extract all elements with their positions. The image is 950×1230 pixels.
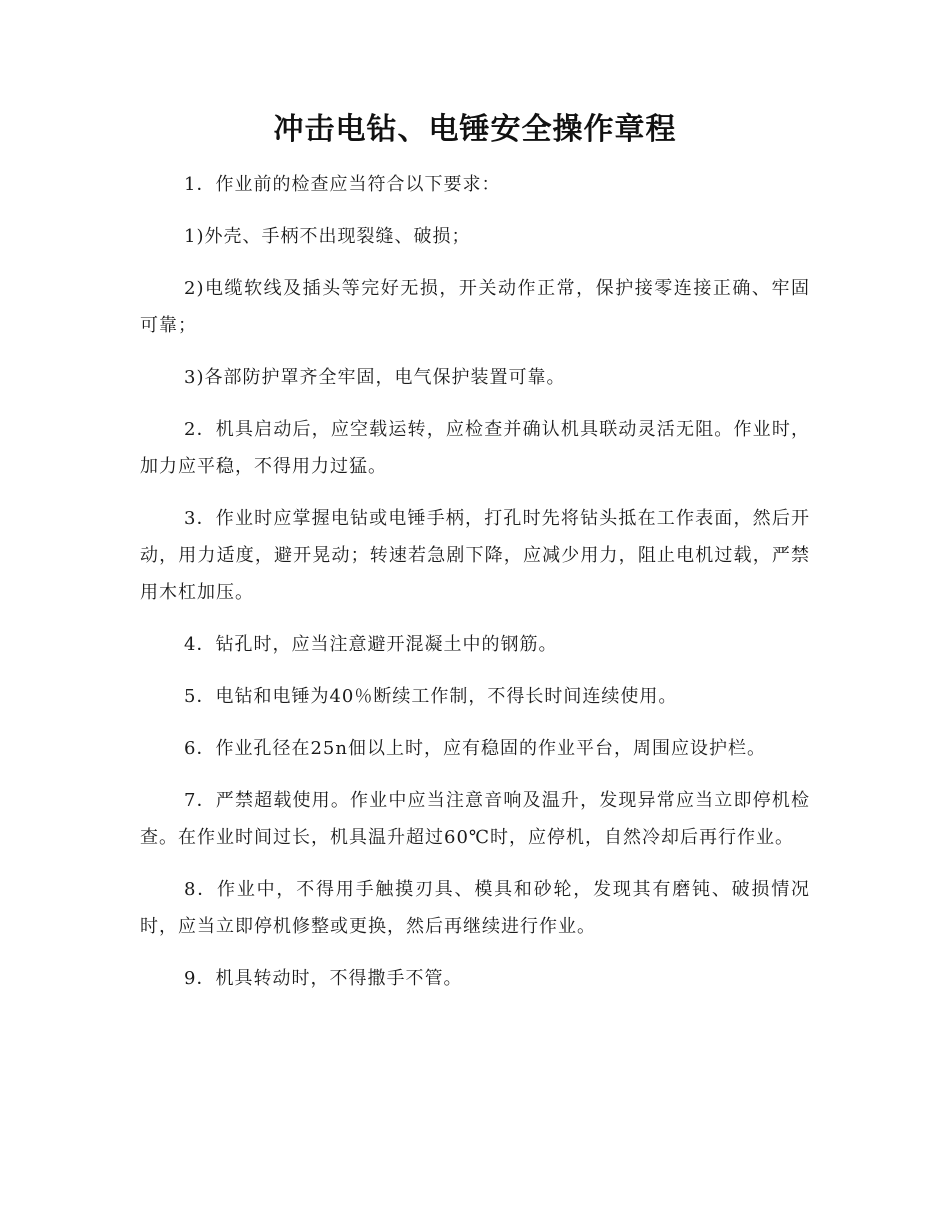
paragraph-avoid-rebar: 4．钻孔时，应当注意避开混凝土中的钢筋。 — [184, 634, 558, 655]
paragraph-no-unattended: 9．机具转动时，不得撒手不管。 — [184, 968, 463, 989]
paragraph-check-cable: 2)电缆软线及插头等完好无损，开关动作正常，保护接零连接正确、牢固可靠； — [140, 278, 810, 336]
paragraph-no-touch-tools: 8．作业中，不得用手触摸刃具、模具和砂轮，发现其有磨钝、破损情况时，应当立即停机修整或更换，然后再继续进行作业。 — [140, 879, 810, 937]
paragraph-work-platform: 6．作业孔径在25n佃以上时，应有稳固的作业平台，周围应设护栏。 — [184, 738, 766, 759]
paragraph-duty-cycle: 5．电钻和电锤为40％断续工作制，不得长时间连续使用。 — [184, 686, 678, 707]
document-title: 冲击电钻、电锤安全操作章程 — [273, 112, 677, 147]
document-body — [140, 166, 810, 1012]
paragraph-check-casing: 1)外壳、手柄不出现裂缝、破损； — [184, 226, 471, 247]
paragraph-overload: 7．严禁超载使用。作业中应当注意音响及温升，发现异常应当立即停机检查。在作业时间过长，机具温升超过60℃时，应停机，自然冷却后再行作业。 — [140, 790, 810, 848]
paragraph-startup: 2．机具启动后，应空载运转，应检查并确认机具联动灵活无阻。作业时，加力应平稳，不得用力过猛。 — [140, 419, 810, 477]
paragraph-check-requirements: 1．作业前的检查应当符合以下要求： — [184, 174, 501, 195]
paragraph-check-guards: 3)各部防护罩齐全牢固，电气保护装置可靠。 — [184, 367, 566, 388]
paragraph-handle-operation: 3．作业时应掌握电钻或电锤手柄，打孔时先将钻头抵在工作表面，然后开动，用力适度，避开晃动；转速若急剧下降，应减少用力，阻止电机过载，严禁用木杠加压。 — [140, 508, 810, 603]
